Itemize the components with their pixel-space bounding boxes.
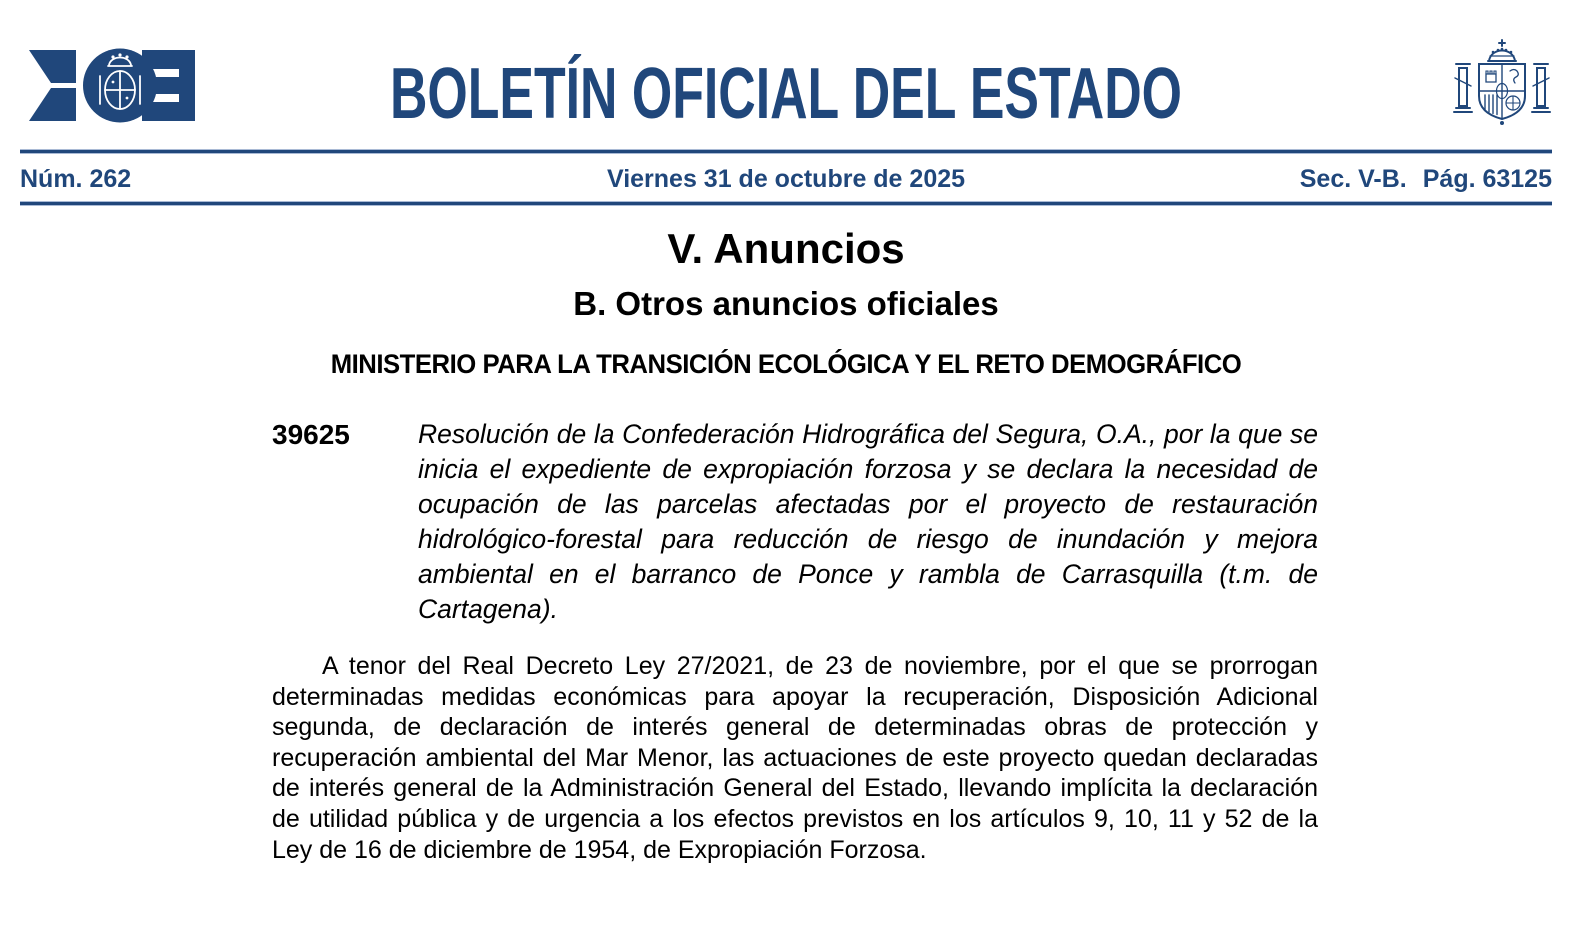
page-number: Pág. 63125 [1422, 164, 1552, 193]
section-page-group [1300, 165, 1552, 194]
boe-logo-icon [20, 48, 195, 123]
announcement-body: A tenor del Real Decreto Ley 27/2021, de 23 de noviembre, por el que se prorrogan determinadas medidas económicas para apoyar la recuperación, Disposición Adicional segunda, de declaración de interés general de determinadas obras de protección y recuperación ambiental del Mar Menor, las actuaciones de este proyecto quedan declaradas de interés general de la Administración General del Estado, llevando implícita la declaración de utilidad pública y de urgencia a los efectos previstos en los artículos 9, 10, 11 y 52 de la Ley de 16 de diciembre de 1954, de Expropiación Forzosa. [272, 652, 1318, 864]
header-rule-bottom [20, 201, 1552, 206]
issue-number: Núm. 262 [20, 164, 132, 193]
announcement-number: 39625 [272, 419, 350, 450]
header-info-bar [20, 161, 1552, 197]
masthead-title: BOLETÍN OFICIAL DEL ESTADO [389, 54, 1183, 134]
announcement-entry [272, 417, 1318, 627]
section-label: Sec. V-B. [1299, 164, 1407, 193]
ministry-heading: MINISTERIO PARA LA TRANSICIÓN ECOLÓGICA Y EL RETO DEMOGRÁFICO [330, 349, 1242, 379]
issue-date: Viernes 31 de octubre de 2025 [606, 164, 966, 193]
spain-coat-of-arms-icon [1446, 34, 1558, 129]
header-rule-top [20, 149, 1552, 154]
announcement-title: Resolución de la Confederación Hidrográfica del Segura, O.A., por la que se inicia el expediente de expropiación forzosa y se declara la necesidad de ocupación de las parcelas afectadas por el proyecto de restauración hidrológico-forestal para reducción de riesgo de inundación y mejora ambiental en el barranco de Ponce y rambla de Carrasquilla (t.m. de Cartagena). [418, 419, 1318, 624]
subsection-heading: B. Otros anuncios oficiales [573, 285, 999, 322]
section-heading: V. Anuncios [667, 225, 905, 272]
